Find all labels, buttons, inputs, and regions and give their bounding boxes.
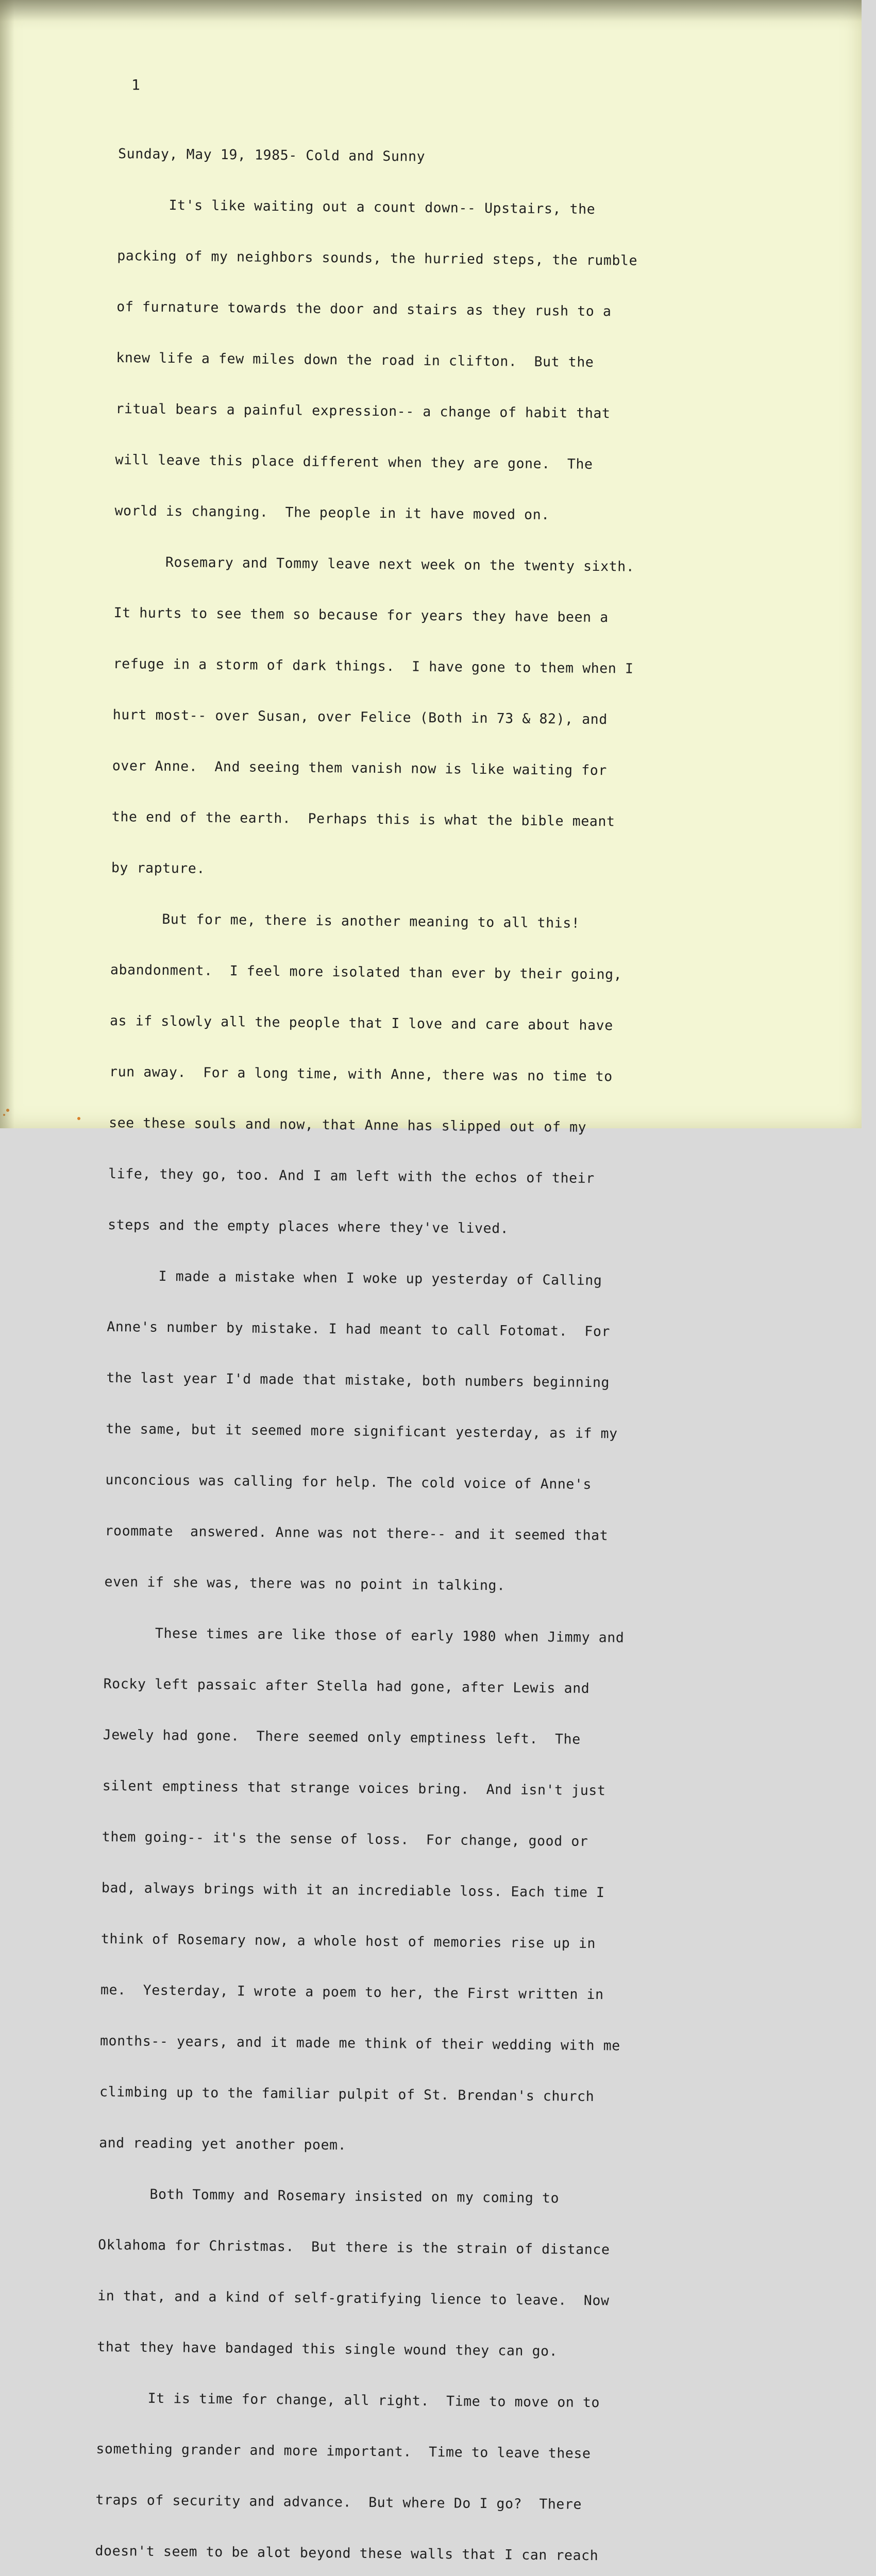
entry-line: Both Tommy and Rosemary insisted on my coming to	[98, 2185, 560, 2207]
entry-line: Rocky left passaic after Stella had gone, after Lewis and	[103, 1675, 590, 1697]
stain-mark	[6, 1109, 9, 1112]
stain-mark	[77, 1117, 80, 1120]
entry-line: traps of security and advance. But where Do I go? There	[95, 2492, 582, 2513]
entry-line: of furnature towards the door and stairs as they rush to a	[116, 298, 612, 320]
entry-line: even if she was, there was no point in talking.	[104, 1573, 506, 1594]
entry-line: Oklahoma for Christmas. But there is the strain of distance	[98, 2236, 610, 2258]
entry-line: knew life a few miles down the road in clifton. But the	[116, 349, 594, 370]
entry-line: me. Yesterday, I wrote a poem to her, the First written in	[100, 1981, 604, 2003]
entry-line: doesn't seem to be alot beyond these walls that I can reach	[95, 2543, 599, 2564]
entry-line: steps and the empty places where they've lived.	[108, 1216, 509, 1237]
entry-line: will leave this place different when they are gone. The	[115, 451, 593, 472]
entry-line: These times are like those of early 1980 when Jimmy and	[104, 1624, 625, 1646]
entry-line: abandonment. I feel more isolated than ever by their going,	[110, 961, 622, 983]
entry-line: see these souls and now, that Anne has slipped out of my	[109, 1114, 587, 1136]
entry-line: the last year I'd made that mistake, both numbers beginning	[106, 1369, 610, 1391]
entry-line: that they have bandaged this single wound they can go.	[97, 2338, 558, 2360]
entry-line: and reading yet another poem.	[98, 2134, 347, 2154]
entry-line: something grander and more important. Time to leave these	[96, 2441, 591, 2462]
entry-line: by rapture.	[111, 859, 206, 877]
entry-line: them going-- it's the sense of loss. For change, good or	[102, 1828, 588, 1850]
entry-line: as if slowly all the people that I love and care about have	[109, 1012, 613, 1034]
entry-line: think of Rosemary now, a whole host of memories rise up in	[100, 1930, 596, 1952]
entry-line: Sunday, May 19, 1985- Cold and Sunny	[118, 145, 426, 165]
entry-line: roommate answered. Anne was not there-- and it seemed that	[105, 1522, 609, 1544]
entry-line: But for me, there is another meaning to all this!	[110, 910, 580, 931]
entry-line: months-- years, and it made me think of their wedding with me	[99, 2032, 620, 2054]
entry-line: I made a mistake when I woke up yesterday of Calling	[107, 1267, 602, 1289]
entry-line: life, they go, too. And I am left with the echos of their	[108, 1165, 595, 1187]
entry-line: refuge in a storm of dark things. I have gone to them when I	[113, 655, 634, 677]
entry-line: It's like waiting out a count down-- Upstairs, the	[117, 196, 596, 217]
entry-line: It is time for change, all right. Time to move on to	[96, 2389, 600, 2411]
entry-line: the end of the earth. Perhaps this is what the bible meant	[111, 808, 615, 830]
entry-line: unconcious was calling for help. The cold voice of Anne's	[105, 1471, 592, 1493]
entry-line: hurt most-- over Susan, over Felice (Both in 73 & 82), and	[112, 706, 608, 728]
stain-mark	[3, 1114, 5, 1116]
page-number: 1	[131, 76, 140, 93]
journal-entry	[92, 111, 809, 2576]
entry-line: world is changing. The people in it have moved on.	[114, 502, 550, 523]
entry-line: Jewely had gone. There seemed only emptiness left. The	[103, 1726, 581, 1748]
entry-line: the same, but it seemed more significant yesterday, as if my	[106, 1420, 618, 1442]
entry-line: run away. For a long time, with Anne, there was no time to	[109, 1063, 613, 1085]
entry-line: packing of my neighbors sounds, the hurried steps, the rumble	[117, 247, 638, 269]
entry-line: in that, and a kind of self-gratifying lience to leave. Now	[97, 2287, 610, 2309]
entry-line: climbing up to the familiar pulpit of St. Brendan's church	[99, 2083, 595, 2105]
entry-line: Anne's number by mistake. I had meant to call Fotomat. For	[107, 1318, 611, 1340]
entry-line: ritual bears a painful expression-- a change of habit that	[115, 400, 611, 422]
entry-line: silent emptiness that strange voices bring. And isn't just	[102, 1777, 606, 1799]
entry-line: bad, always brings with it an incrediable loss. Each time I	[101, 1879, 605, 1901]
entry-line: Rosemary and Tommy leave next week on the twenty sixth.	[114, 553, 635, 575]
entry-line: It hurts to see them so because for years they have been a	[113, 604, 609, 626]
entry-line: over Anne. And seeing them vanish now is like waiting for	[112, 757, 608, 779]
